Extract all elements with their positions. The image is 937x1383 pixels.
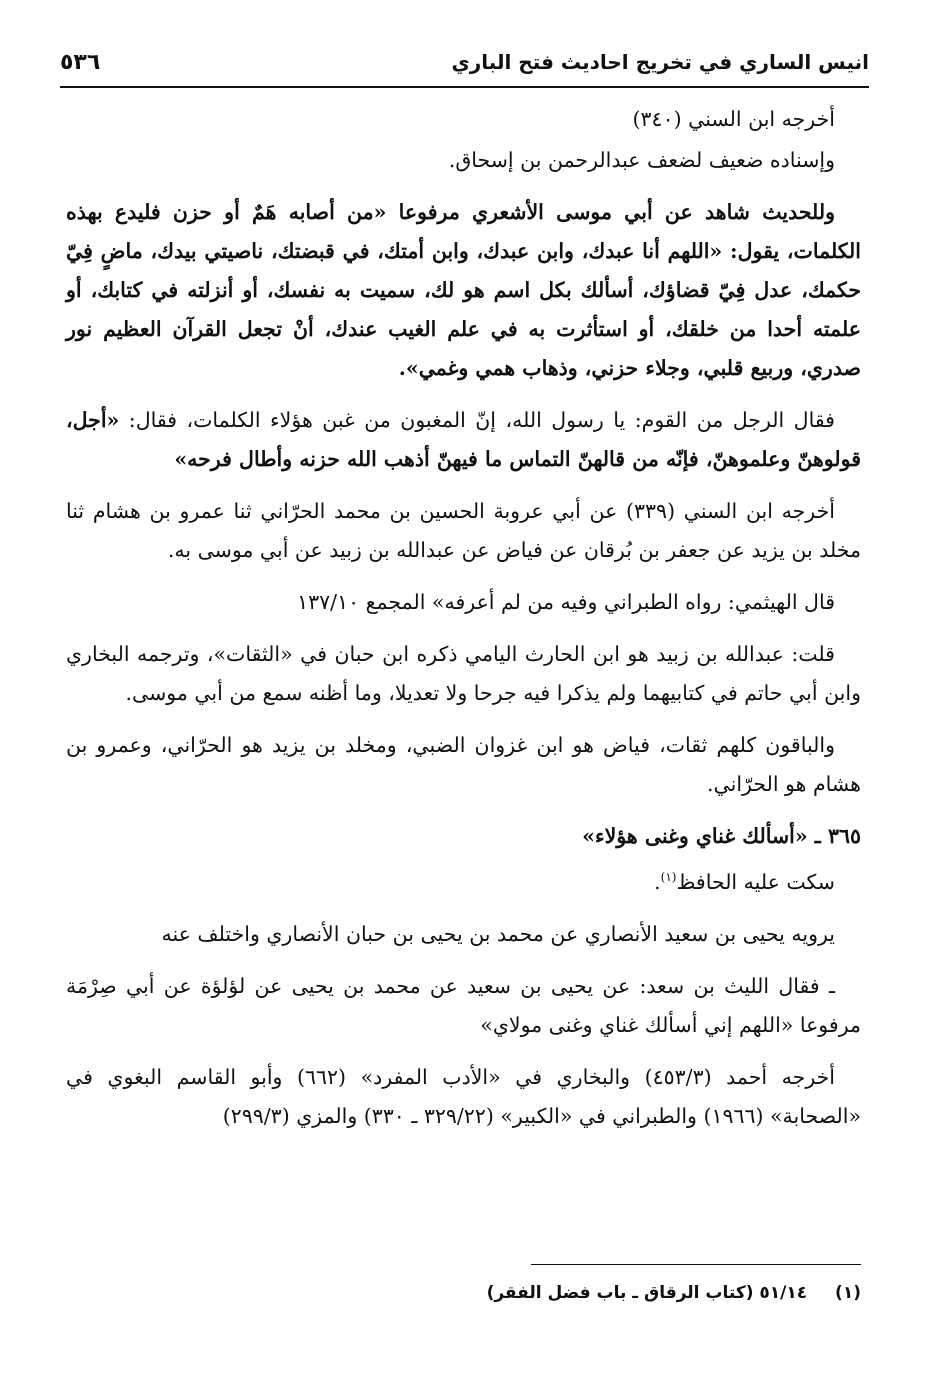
prophet-answer: «أجل، قولوهنّ وعلموهنّ، فإنّه من قالهنّ التماس ما فيهنّ أذهب الله حزنه وأطال فرحه» xyxy=(66,408,861,471)
footnote-divider xyxy=(531,1264,861,1265)
paragraph-sources: أخرجه أحمد (٤٥٣/٣) والبخاري في «الأدب المفرد» (٦٦٢) وأبو القاسم البغوي في «الصحابة» (١٩٦٦) والطبراني في «الكبير» (٣٢٩/٢٢ ـ ٣٣٠) والمزي (٢٩٩/٣) xyxy=(66,1064,861,1128)
page-header xyxy=(60,42,869,82)
page-number: ٥٣٦ xyxy=(60,49,101,75)
footnote-reference: (١) xyxy=(660,870,677,884)
header-divider xyxy=(60,86,869,88)
footnote xyxy=(66,1278,861,1308)
paragraph-isnad-weak: وإسناده ضعيف لضعف عبدالرحمن بن إسحاق. xyxy=(448,148,835,172)
question-text: فقال الرجل من القوم: يا رسول الله، إنّ المغبون من غبن هؤلاء الكلمات، فقال: xyxy=(119,408,835,432)
hadith-heading-365: ٣٦٥ ـ «أسألك غناي وغنى هؤلاء» xyxy=(582,824,861,848)
footnote-number: (١) xyxy=(835,1283,861,1303)
paragraph-takhrij-ibn-sunni: أخرجه ابن السني (٣٤٠) xyxy=(632,107,835,131)
hafiz-end: . xyxy=(654,869,661,894)
paragraph-narrators: والباقون كلهم ثقات، فياض هو ابن غزوان الضبي، ومخلد بن يزيد هو الحرّاني، وعمرو بن هشام هو الحرّاني. xyxy=(66,733,861,796)
main-text xyxy=(66,100,861,1149)
paragraph-author-note: قلت: عبدالله بن زبيد هو ابن الحارث اليامي ذكره ابن حبان في «الثقات»، وترجمه البخاري وابن أبي حاتم في كتابيهما ولم يذكرا فيه جرحا ولا تعديلا، وما أظنه سمع من أبي موسى. xyxy=(66,642,861,705)
paragraph-haythami: قال الهيثمي: رواه الطبراني وفيه من لم أعرفه» المجمع ١٣٧/١٠ xyxy=(297,590,835,614)
paragraph-layth: ـ فقال الليث بن سعد: عن يحيى بن سعيد عن محمد بن يحيى عن لؤلؤة عن أبي صِرْمَة مرفوعا «اللهم إني أسألك غناي وغنى مولاي» xyxy=(66,973,861,1037)
paragraph-man-question xyxy=(66,401,861,479)
paragraph-yahya-narration: يرويه يحيى بن سعيد الأنصاري عن محمد بن يحيى بن حبان الأنصاري واختلف عنه xyxy=(161,921,835,946)
hafiz-text: سكت عليه الحافظ xyxy=(676,869,835,894)
running-title: انيس الساري في تخريج احاديث فتح الباري xyxy=(451,50,869,74)
paragraph-shahid-hadith: وللحديث شاهد عن أبي موسى الأشعري مرفوعا «من أصابه هَمٌ أو حزن فليدع بهذه الكلمات، يقول: «اللهم أنا عبدك، وابن عبدك، وابن أمتك، في قبضتك، ناصيتي بيدك، ماضٍ فِيّ حكمك، عدل فِيّ قضاؤك، أسألك بكل اسم هو لك، سميت به نفسك، أو أنزلته في كتابك، أو علمته أحدا من خلقك، أو استأثرت به في علم الغيب عندك، أنْ تجعل القرآن العظيم نور صدري، وربيع قلبي، وجلاء حزني، وذهاب همي وغمي». xyxy=(66,200,861,380)
footnote-text: ٥١/١٤ (كتاب الرقاق ـ باب فضل الفقر) xyxy=(486,1283,808,1303)
paragraph-isnad-chain: أخرجه ابن السني (٣٣٩) عن أبي عروبة الحسين بن محمد الحرّاني ثنا عمرو بن هشام ثنا مخلد بن يزيد عن جعفر بن بُرقان عن فياض عن عبدالله بن زبيد عن أبي موسى به. xyxy=(66,499,861,562)
paragraph-hafiz-silent xyxy=(66,858,861,902)
